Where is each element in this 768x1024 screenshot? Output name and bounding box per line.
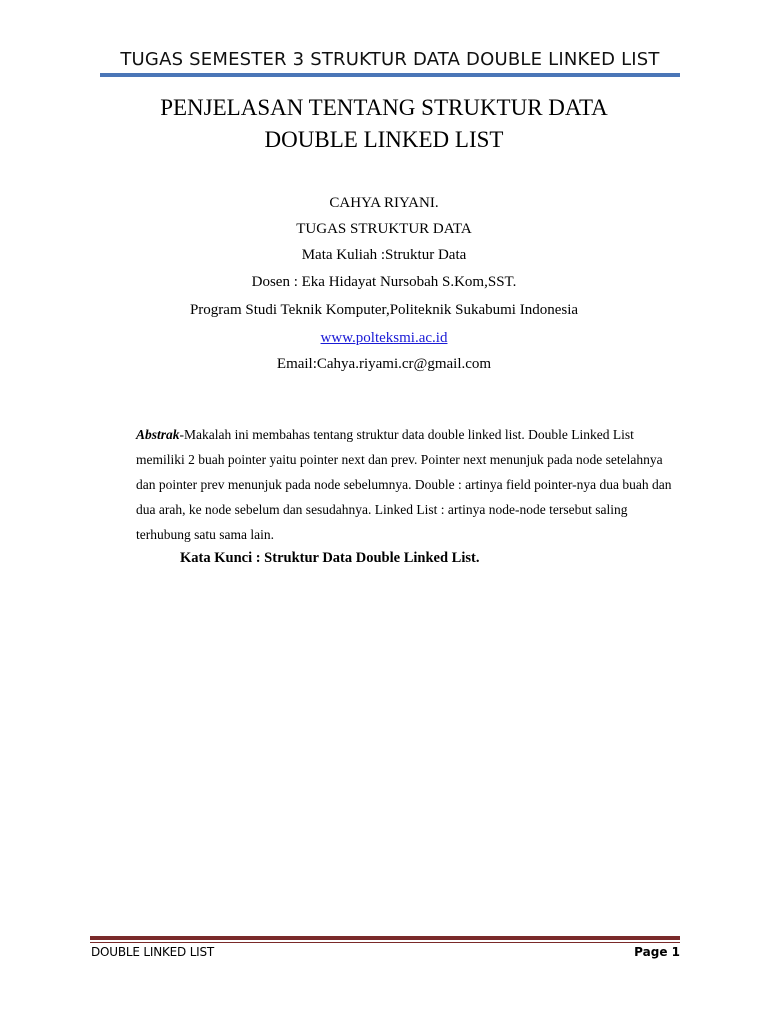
abstract-paragraph xyxy=(136,422,684,547)
email-label: Email:Cahya.riyami.cr@gmail.com xyxy=(276,356,492,372)
page-header: TUGAS SEMESTER 3 STRUKTUR DATA DOUBLE LINKED LIST xyxy=(120,49,660,70)
program-label: Program Studi Teknik Komputer,Politeknik Sukabumi Indonesia xyxy=(189,302,579,318)
title-line-1: PENJELASAN TENTANG STRUKTUR DATA xyxy=(160,95,608,120)
keywords-line: Kata Kunci : Struktur Data Double Linked List. xyxy=(180,550,480,566)
header-divider xyxy=(100,73,680,77)
website-link[interactable]: www.polteksmi.ac.id xyxy=(320,330,448,346)
author-name: CAHYA RIYANI. xyxy=(329,195,439,211)
lecturer-label: Dosen : Eka Hidayat Nursobah S.Kom,SST. xyxy=(251,274,517,290)
abstract-lead: Abstrak xyxy=(136,427,180,442)
footer-divider-thick xyxy=(90,936,680,940)
course-label: Mata Kuliah :Struktur Data xyxy=(301,247,467,263)
footer-divider-thin xyxy=(90,942,680,943)
assignment-label: TUGAS STRUKTUR DATA xyxy=(296,221,472,237)
title-line-2: DOUBLE LINKED LIST xyxy=(264,127,504,152)
page-number: Page 1 xyxy=(634,945,680,959)
abstract-body: -Makalah ini membahas tentang struktur data double linked list. Double Linked List memiliki 2 buah pointer yaitu pointer next dan prev. Pointer next menunjuk pada node setelahnya dan pointer prev menunjuk pada node sebelumnya. Double : artinya field pointer-nya dua buah dan dua arah, ke node sebelum dan sesudahnya. Linked List : artinya node-node tersebut saling terhubung satu sama lain. xyxy=(136,427,672,542)
website-link-row xyxy=(100,330,668,347)
document-title xyxy=(100,92,668,156)
footer-title: DOUBLE LINKED LIST xyxy=(91,945,215,959)
